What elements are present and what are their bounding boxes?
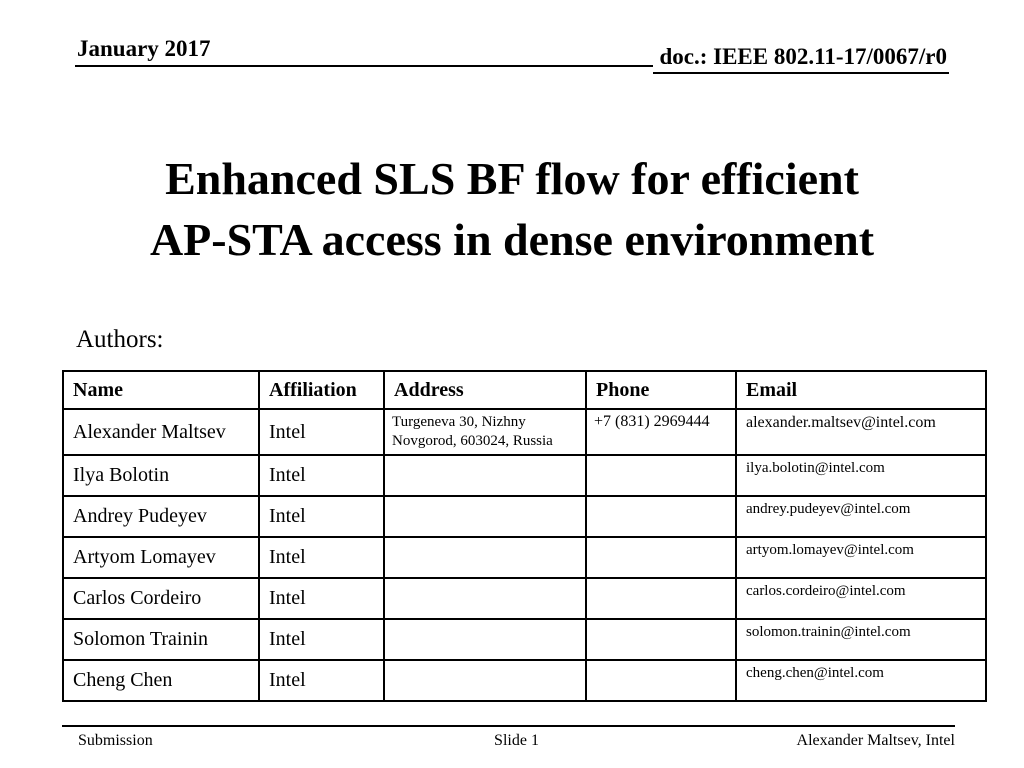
name-cell: Cheng Chen (63, 660, 259, 701)
slide-title-line2: AP-STA access in dense environment (149, 214, 875, 265)
table-row (63, 619, 986, 660)
affiliation-cell: Intel (259, 409, 384, 455)
address-cell (384, 496, 586, 537)
header-date: January 2017 (75, 36, 653, 67)
table-row (63, 455, 986, 496)
address-cell (384, 455, 586, 496)
phone-cell (586, 537, 736, 578)
name-cell: Andrey Pudeyev (63, 496, 259, 537)
table-row (63, 578, 986, 619)
table-row (63, 496, 986, 537)
address-cell (384, 619, 586, 660)
email-cell: solomon.trainin@intel.com (736, 619, 986, 660)
footer-submission-label: Submission (78, 732, 153, 749)
slide-title (0, 148, 1024, 270)
affiliation-cell: Intel (259, 496, 384, 537)
affiliation-cell: Intel (259, 660, 384, 701)
affiliation-cell: Intel (259, 537, 384, 578)
email-cell: andrey.pudeyev@intel.com (736, 496, 986, 537)
column-header-name: Name (63, 371, 259, 409)
column-header-email: Email (736, 371, 986, 409)
footer-slide-number: Slide 1 (494, 732, 539, 749)
table-header-row (63, 371, 986, 409)
phone-cell (586, 619, 736, 660)
email-cell: ilya.bolotin@intel.com (736, 455, 986, 496)
name-cell: Ilya Bolotin (63, 455, 259, 496)
slide-title-line1: Enhanced SLS BF flow for efficient (165, 153, 859, 204)
address-cell: Turgeneva 30, Nizhny Novgorod, 603024, Russia (384, 409, 586, 455)
phone-cell: +7 (831) 2969444 (586, 409, 736, 455)
email-cell: alexander.maltsev@intel.com (736, 409, 986, 455)
name-cell: Carlos Cordeiro (63, 578, 259, 619)
authors-label: Authors: (76, 326, 164, 353)
column-header-phone: Phone (586, 371, 736, 409)
phone-cell (586, 660, 736, 701)
name-cell: Artyom Lomayev (63, 537, 259, 578)
name-cell: Alexander Maltsev (63, 409, 259, 455)
name-cell: Solomon Trainin (63, 619, 259, 660)
slide-footer (62, 725, 955, 750)
affiliation-cell: Intel (259, 619, 384, 660)
email-cell: artyom.lomayev@intel.com (736, 537, 986, 578)
address-cell (384, 578, 586, 619)
authors-table (62, 370, 987, 702)
table-row (63, 409, 986, 455)
footer-author-label: Alexander Maltsev, Intel (796, 732, 955, 749)
affiliation-cell: Intel (259, 578, 384, 619)
phone-cell (586, 578, 736, 619)
slide-header (75, 36, 949, 67)
phone-cell (586, 455, 736, 496)
affiliation-cell: Intel (259, 455, 384, 496)
table-row (63, 537, 986, 578)
column-header-affiliation: Affiliation (259, 371, 384, 409)
header-doc-number: doc.: IEEE 802.11-17/0067/r0 (653, 44, 949, 74)
column-header-address: Address (384, 371, 586, 409)
address-cell (384, 537, 586, 578)
address-cell (384, 660, 586, 701)
phone-cell (586, 496, 736, 537)
email-cell: cheng.chen@intel.com (736, 660, 986, 701)
table-row (63, 660, 986, 701)
email-cell: carlos.cordeiro@intel.com (736, 578, 986, 619)
